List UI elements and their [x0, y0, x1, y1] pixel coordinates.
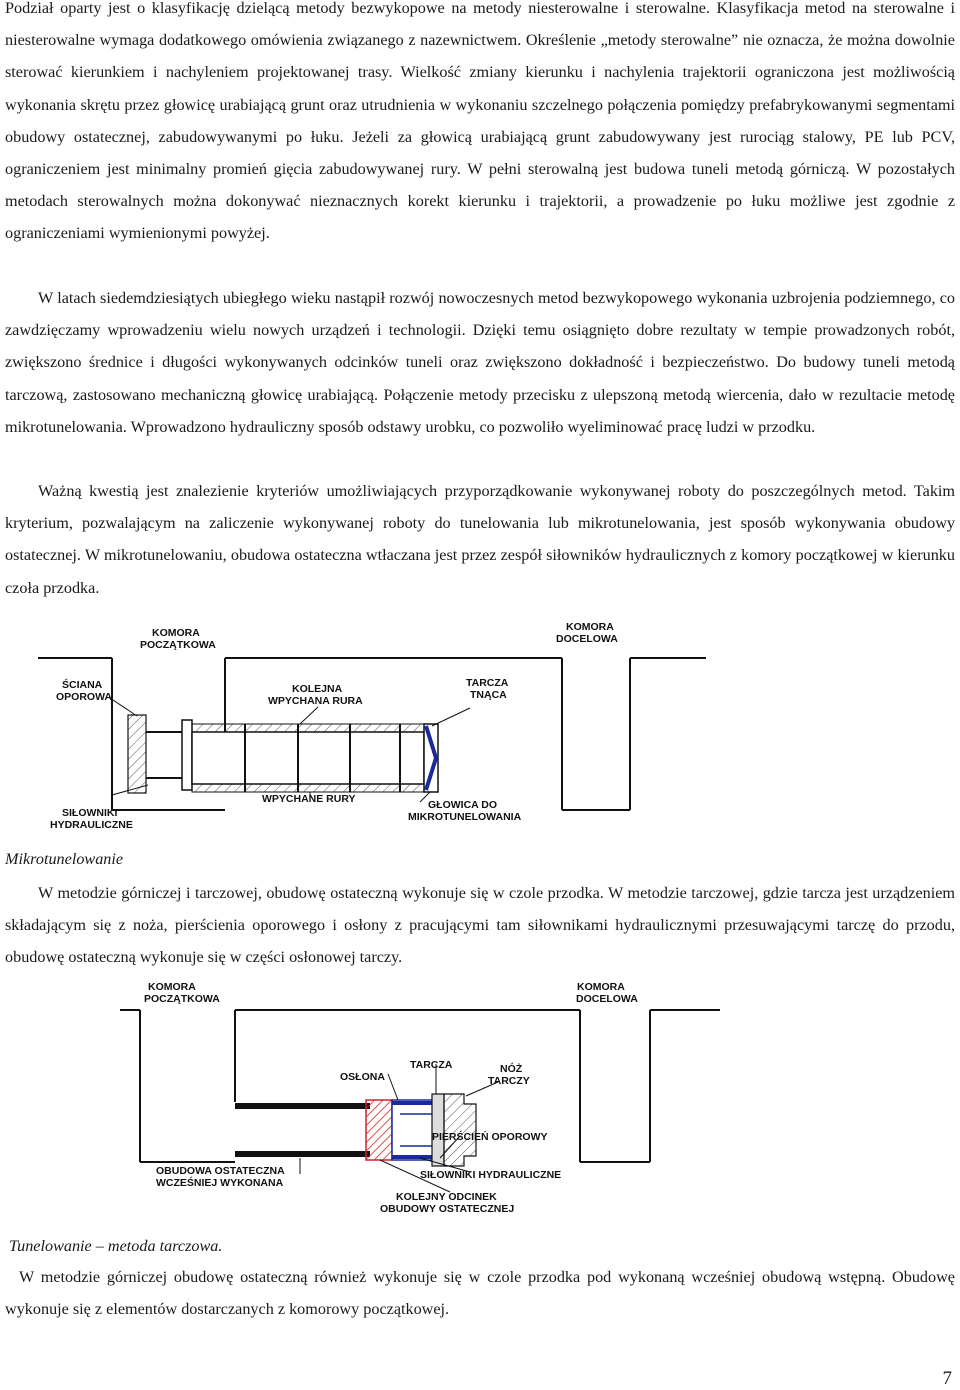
paragraph-criteria: Ważną kwestią jest znalezienie kryteriów umożliwiających przyporządkowanie wykonywanej roboty do poszczególnych metod. Takim kryterium, pozwalającym na zaliczenie wykonywanej roboty do tunelowania lub mikrotunelowania, jest sposób wykonywania obudowy ostatecznej. W mikrotunelowaniu, obudowa ostateczna wtłaczana jest przez zespół siłowników hydraulicznych z komory początkowej w kierunku czoła przodka. [5, 482, 955, 597]
thrust-wall [128, 715, 146, 793]
paragraph-history: W latach siedemdziesiątych ubiegłego wieku nastąpił rozwój nowoczesnych metod bezwykopowego wykonania uzbrojenia podziemnego, co zawdzięczamy wprowadzeniu wielu nowych urządzeń i technologii. Dzięki temu osiągnięto dobre rezultaty w tempie prowadzonych robót, zwiększono średnice i długości wykonywanych odcinków tuneli oraz zwiększono dokładność i bezpieczeństwo. Do budowy tuneli metodą tarczową, zastosowano mechaniczną głowicę urabiającą. Połączenie metody przecisku z ulepszoną metodą wiercenia, dało w rezultacie metodę mikrotunelowania. Wprowadzono hydrauliczny sposób odstawy urobku, co pozwoliło wyeliminować pracę ludzi w przodku. [5, 289, 955, 436]
label-pushed-pipes: WPYCHANE RURY [262, 793, 356, 805]
svg-text:WCZEŚNIEJ WYKONANA: WCZEŚNIEJ WYKONANA [156, 1177, 284, 1189]
paragraph-classification: Podział oparty jest o klasyfikację dzielącą metody bezwykopowe na metody niesterowalne i sterowalne. Klasyfikacja metod na sterowalne i niesterowalne wymaga dodatkowego omówienia związanego z nazewnictwem. Określenie „metody sterowalne” nie oznacza, że można dowolnie sterować kierunkiem i nachyleniem projektowanej trasy. Wielkość zmiany kierunku i nachylenia trajektorii ograniczona jest możliwością wykonania skrętu przez głowicę urabiającą grunt oraz utrudnienia w wykonaniu szczelnego połączenia pomiędzy prefabrykowanymi segmentami obudowy ostatecznej, zabudowywanymi po łuku. Jeżeli za głowicą urabiającą grunt zabudowywany jest rurociąg stalowy, PE lub PCV, ograniczeniem jest minimalny promień gięcia zabudowywanej rury. W pełni sterowalną jest budowa tuneli metodą górniczą. W pozostałych metodach sterowalnych można dokonywać nieznacznych korekt kierunku i trajektorii, a prowadzenie po łuku możliwe jest zgodnie z ograniczeniami wymienionymi powyżej. [5, 0, 955, 243]
svg-text:POCZĄTKOWA: POCZĄTKOWA [140, 639, 216, 651]
figure-shield-tunneling [0, 982, 960, 1222]
label-target-chamber: KOMORA [566, 621, 614, 633]
shield [392, 1094, 444, 1166]
svg-text:OPOROWA: OPOROWA [56, 691, 113, 703]
caption-microtunneling: Mikrotunelowanie [5, 850, 124, 868]
label-start-chamber: KOMORA [152, 627, 200, 639]
final-lining [235, 1102, 370, 1162]
svg-text:TNĄCA: TNĄCA [470, 689, 507, 701]
label-final-lining: OBUDOWA OSTATECZNA [156, 1165, 285, 1177]
svg-text:DOCELOWA: DOCELOWA [556, 633, 618, 645]
label-shield-disc: TARCZA [410, 1059, 453, 1071]
paragraph-shield: W metodzie górniczej i tarczowej, obudowę ostateczną wykonuje się w czole przodka. W metodzie tarczowej, gdzie tarcza jest urządzeniem składającym się z noża, pierścienia oporowego i osłony z pracującymi tam siłownikami hydraulicznymi przesuwającymi tarczę do przodu, obudowę ostateczną wykonuje się w części osłonowej tarczy. [5, 884, 955, 967]
label-cutting-disc: TARCZA [466, 677, 509, 689]
label-cylinders: SIŁOWNIKI [62, 807, 118, 819]
svg-text:MIKROTUNELOWANIA: MIKROTUNELOWANIA [408, 811, 522, 823]
svg-text:DOCELOWA: DOCELOWA [576, 993, 638, 1005]
label-shield-cover: OSŁONA [340, 1071, 385, 1083]
start-shaft [140, 1010, 235, 1162]
svg-text:POCZĄTKOWA: POCZĄTKOWA [144, 993, 220, 1005]
target-shaft [562, 658, 630, 810]
svg-text:WPYCHANA RURA: WPYCHANA RURA [268, 695, 363, 707]
page-number: 7 [942, 1368, 952, 1389]
figure-microtunneling [0, 620, 960, 850]
pushed-pipes [192, 724, 424, 792]
paragraph-mining: W metodzie górniczej obudowę ostateczną również wykonuje się w czole przodka pod wykonaną wcześniej obudową wstępną. Obudowę wykonuje się z elementów dostarczanych z komorowy początkowej. [5, 1268, 955, 1319]
caption-shield-tunneling: Tunelowanie – metoda tarczowa. [9, 1237, 223, 1255]
svg-text:OBUDOWY OSTATECZNEJ: OBUDOWY OSTATECZNEJ [380, 1203, 515, 1215]
label-head: GŁOWICA DO [428, 799, 498, 811]
label-next-pipe: KOLEJNA [292, 683, 343, 695]
svg-text:HYDRAULICZNE: HYDRAULICZNE [50, 819, 133, 831]
new-lining-segment [366, 1100, 392, 1160]
svg-text:TARCZY: TARCZY [488, 1075, 530, 1087]
label-thrust-ring: PIERŚCIEŃ OPOROWY [432, 1131, 548, 1143]
cutting-knife [444, 1094, 476, 1166]
label-start-chamber: KOMORA [148, 982, 196, 993]
label-knife: NÓŻ [500, 1063, 523, 1075]
label-target-chamber: KOMORA [577, 982, 625, 993]
label-next-segment: KOLEJNY ODCINEK [396, 1191, 497, 1203]
cutting-head [424, 724, 438, 792]
label-thrust-wall: ŚCIANA [62, 679, 103, 691]
target-shaft [580, 1010, 650, 1162]
label-cylinders: SIŁOWNIKI HYDRAULICZNE [420, 1169, 562, 1181]
